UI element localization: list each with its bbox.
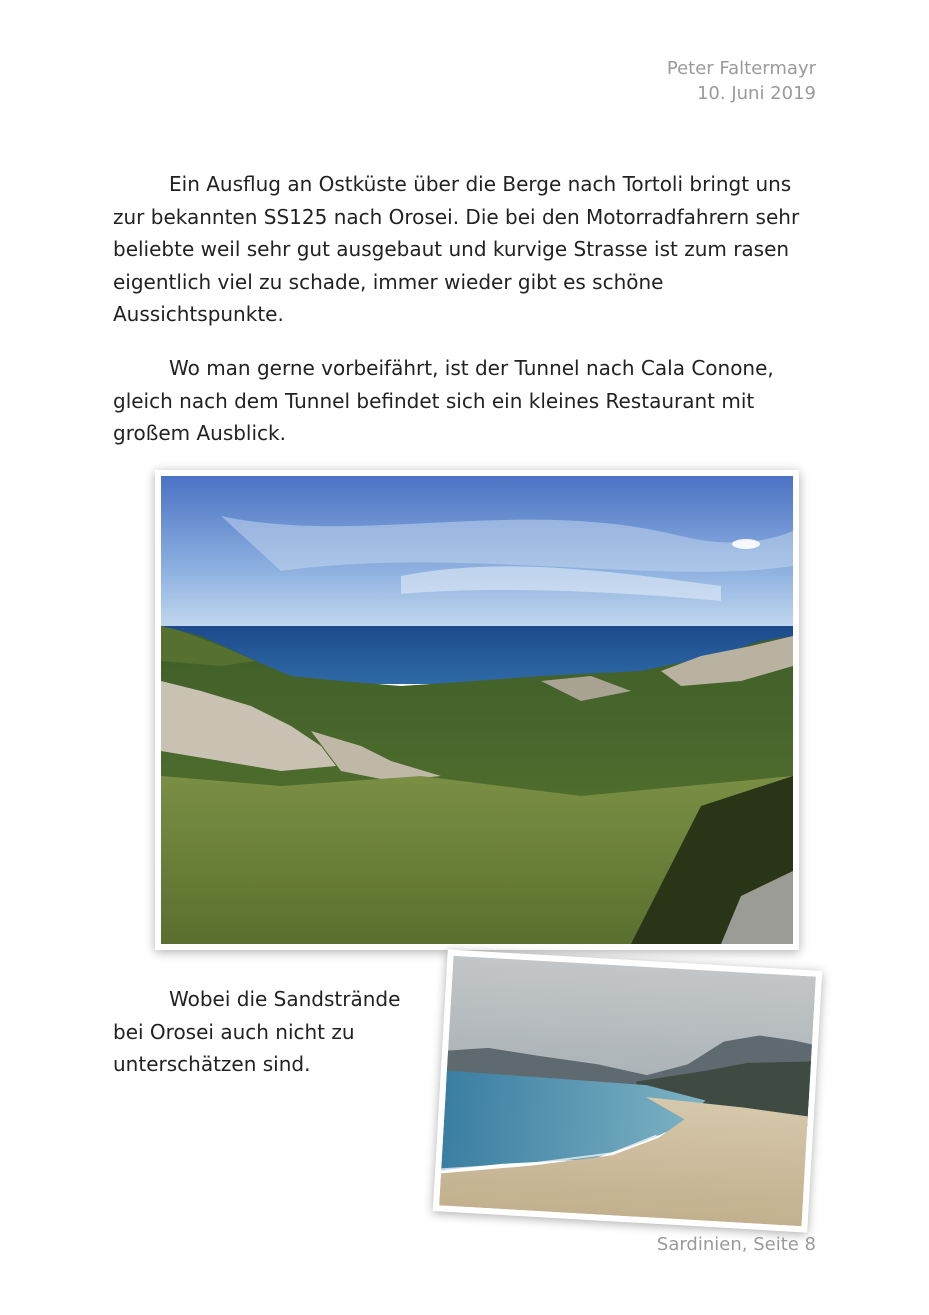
paragraph-text: Ein Ausflug an Ostküste über die Berge nach Tortoli bringt uns zur bekannten SS125 nach Orosei. Die bei den Motorradfahrern sehr beliebte weil sehr gut ausgebaut und kurvige Strasse ist zum rasen eigentlich viel zu schade, immer wieder gibt es schöne Aussichtspunkte. xyxy=(113,172,800,326)
paragraph-tunnel xyxy=(113,352,813,450)
coast-panorama-photo xyxy=(155,470,799,950)
paragraph-beaches xyxy=(113,983,423,1081)
page-footer: Sardinien, Seite 8 xyxy=(656,1234,816,1255)
paragraph-intro xyxy=(113,168,813,331)
author-name: Peter Faltermayr xyxy=(666,58,816,79)
beach-orosei-photo xyxy=(433,949,822,1232)
page-date: 10. Juni 2019 xyxy=(696,83,816,104)
page-header xyxy=(667,56,816,106)
paragraph-text: Wo man gerne vorbeifährt, ist der Tunnel nach Cala Conone, gleich nach dem Tunnel befindet sich ein kleines Restaurant mit großem Ausblick. xyxy=(113,356,774,445)
paragraph-text: Wobei die Sandstrände bei Orosei auch nicht zu unterschätzen sind. xyxy=(113,987,401,1076)
coast-panorama-image xyxy=(161,476,793,944)
beach-orosei-image xyxy=(439,956,816,1226)
